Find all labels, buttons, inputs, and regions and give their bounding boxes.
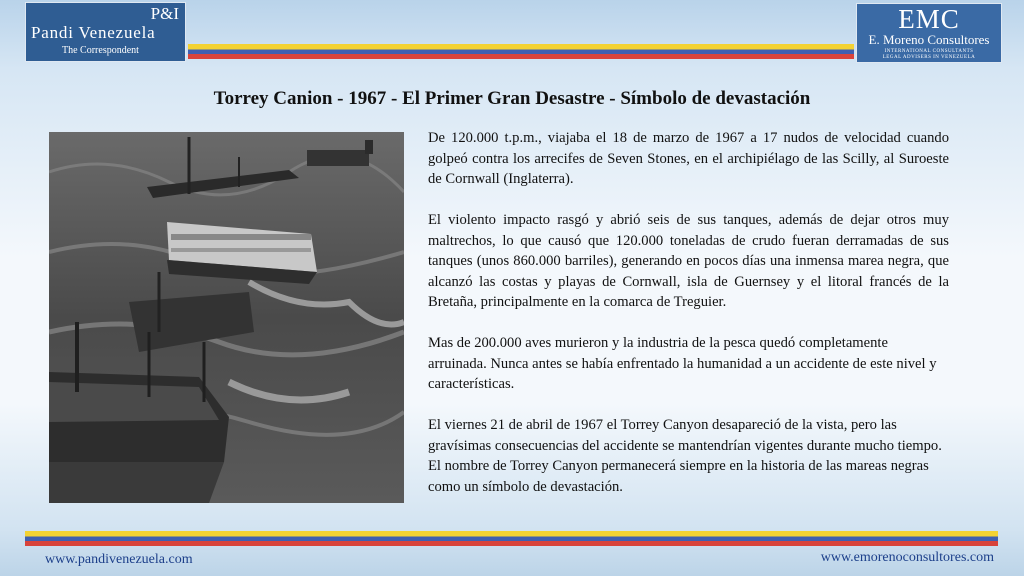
tricolor-stripe-bottom [25, 531, 998, 546]
emc-abbr-text: EMC [898, 4, 960, 34]
emc-sub-text-1: INTERNATIONAL CONSULTANTS [884, 49, 974, 54]
pandi-website-link[interactable]: www.pandivenezuela.com [45, 552, 193, 567]
emc-name-text: E. Moreno Consultores [868, 32, 990, 47]
emc-website-link[interactable]: www.emorenoconsultores.com [820, 550, 994, 565]
paragraph-2: El violento impacto rasgó y abrió seis de sus tanques, además de dejar otros muy maltrechos, lo que causó que 120.000 toneladas de crudo fueran derramadas de sus tanques (unos 860.000 barriles), generando en pocos días una inmensa marea negra, que alcanzó las costas y playas de Cornwall, isla de Guernsey y el litoral francés de la Bretaña, principalmente en la comarca de Treguier. [428, 212, 949, 310]
logo-name-text: Pandi Venezuela [31, 23, 156, 42]
slide-body [428, 128, 949, 518]
logo-tagline-text: The Correspondent [62, 45, 139, 56]
tricolor-stripe-top [188, 44, 854, 59]
paragraph-4: El viernes 21 de abril de 1967 el Torrey Canyon desapareció de la vista, pero las gravísimas consecuencias del accidente se mantendrían vigentes durante mucho tiempo. El nombre de Torrey Canyon permanecerá siempre en la historia de las mareas negras como un símbolo de devastación. [428, 417, 942, 495]
paragraph-3: Mas de 200.000 aves murieron y la industria de la pesca quedó completamente arruinada. Nunca antes se había enfrentado la humanidad a un accidente de este nivel y características. [428, 335, 937, 392]
emc-sub-text-2: LEGAL ADVISERS IN VENEZUELA [882, 55, 976, 60]
pandi-venezuela-logo [25, 2, 186, 62]
slide-title: Torrey Canion - 1967 - El Primer Gran Desastre - Símbolo de devastación [213, 88, 811, 109]
emc-logo [856, 3, 1002, 63]
logo-pi-text: P&I [150, 4, 179, 23]
paragraph-1: De 120.000 t.p.m., viajaba el 18 de marzo de 1967 a 17 nudos de velocidad cuando golpeó contra los arrecifes de Seven Stones, en el archipiélago de las Scilly, al Suroeste de Cornwall (Inglaterra). [428, 130, 949, 187]
shipwreck-photo [49, 132, 404, 503]
